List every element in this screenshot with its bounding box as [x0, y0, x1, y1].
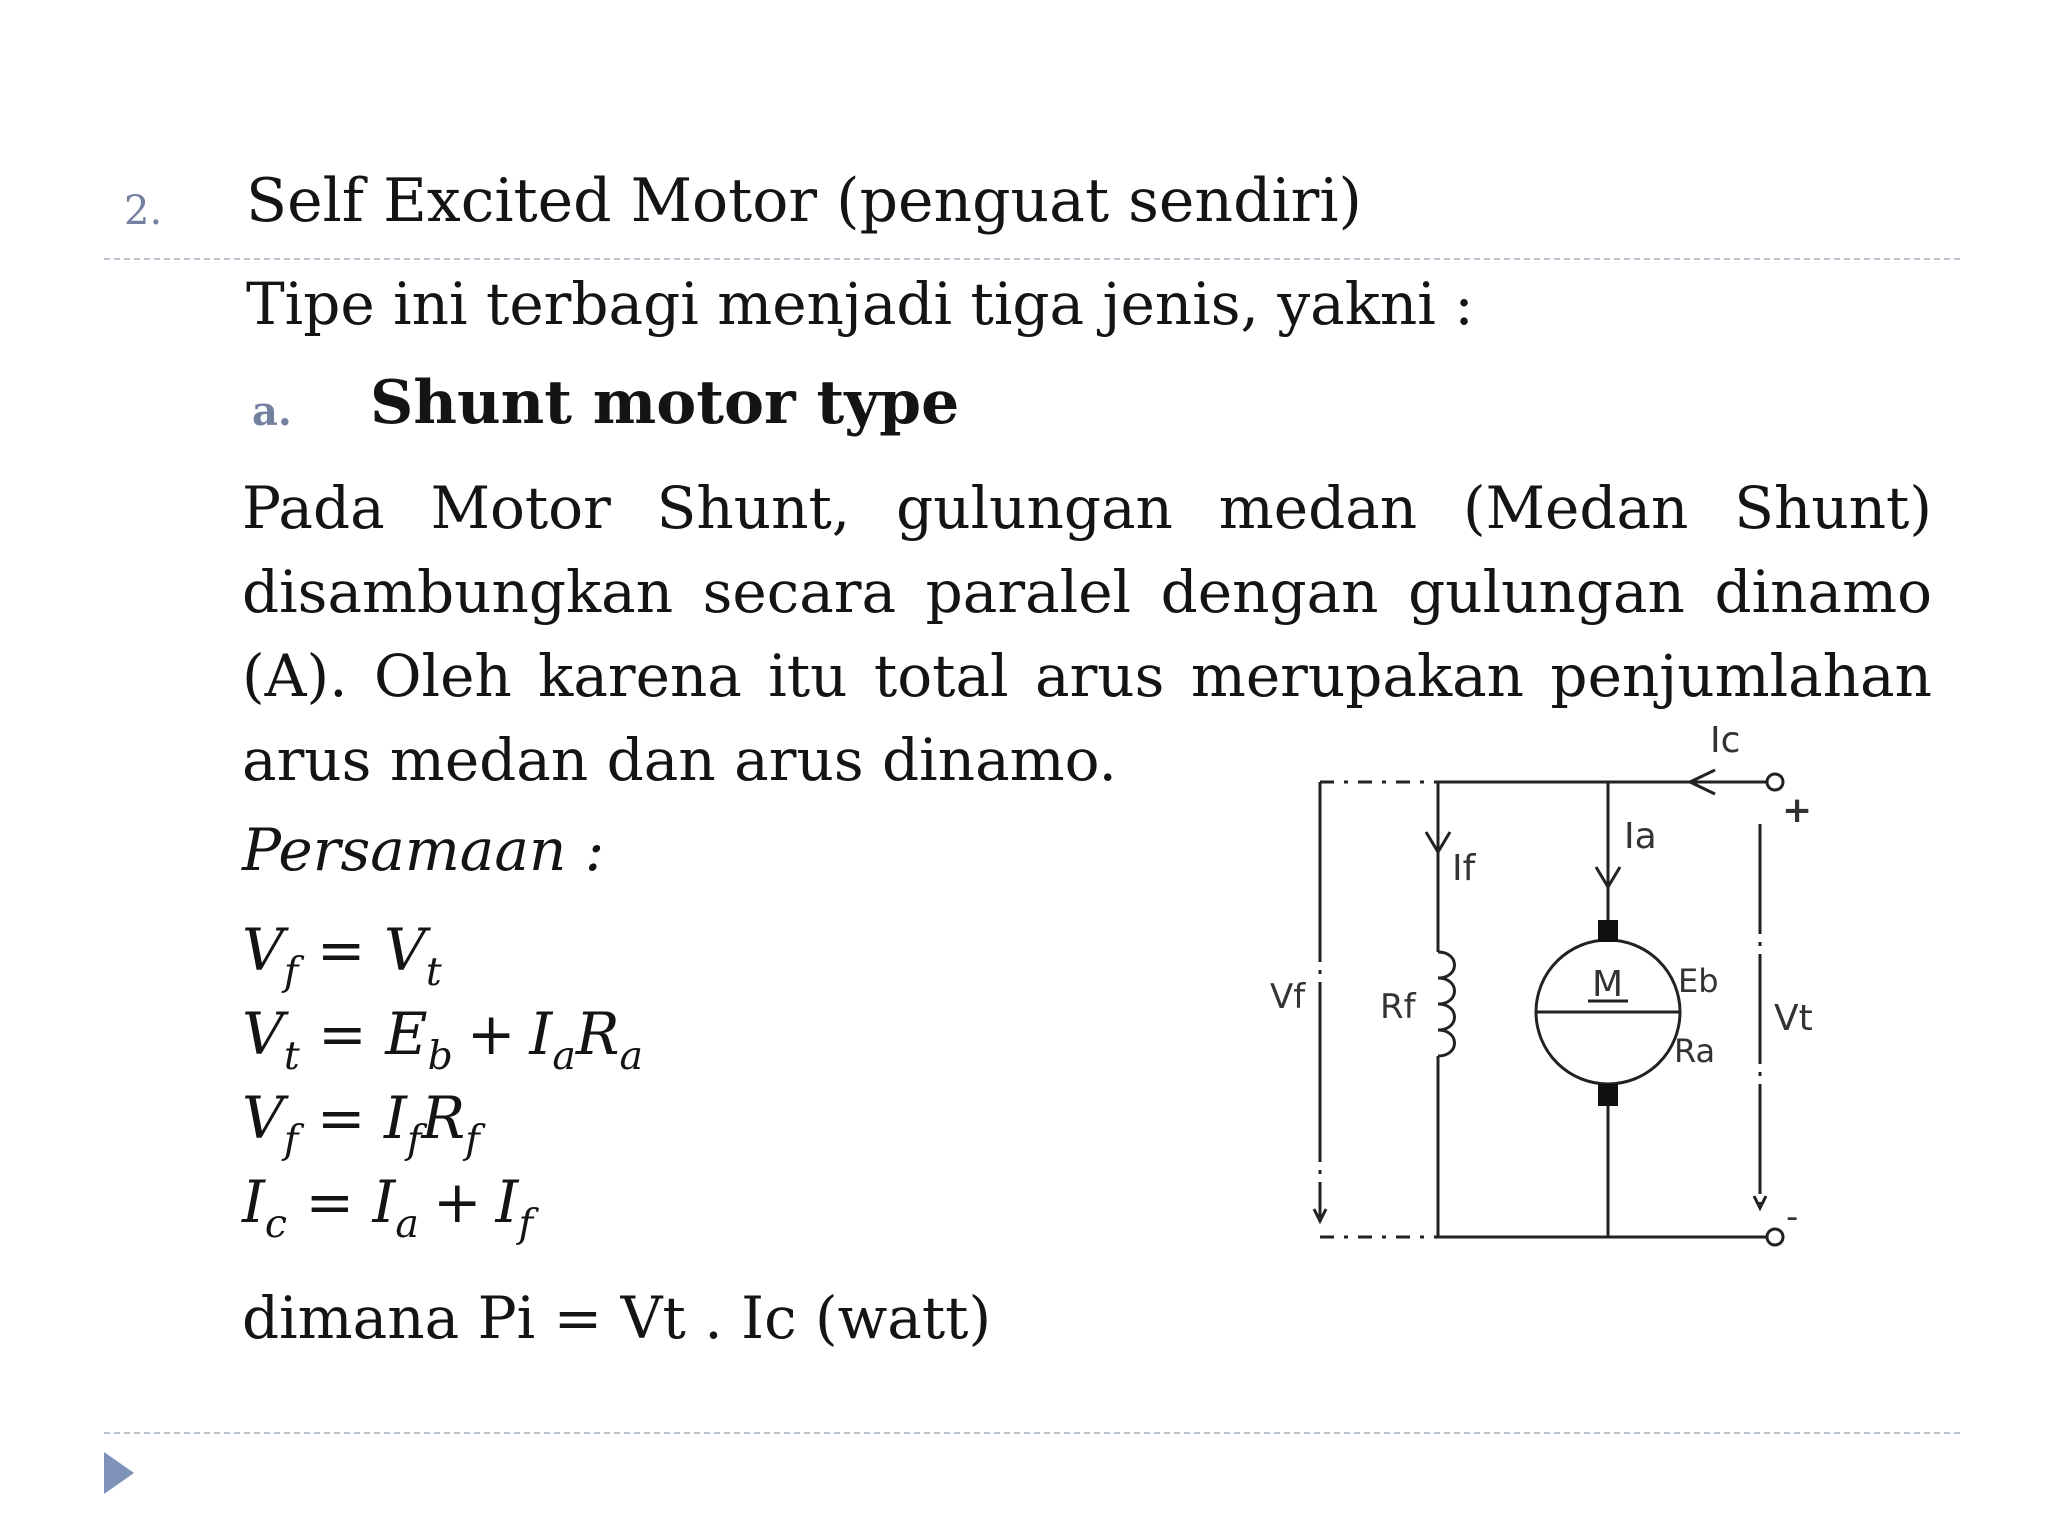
equals-sign: = [299, 1000, 386, 1068]
equation-row [242, 1160, 643, 1247]
equation-subscript: t [283, 1032, 300, 1079]
paragraph-line: arus medan dan arus dinamo. [242, 726, 1117, 794]
equation-symbol: I [529, 1000, 553, 1068]
equation-symbol: V [242, 1084, 284, 1152]
equation-subscript: a [552, 1032, 576, 1079]
label-eb: Eb [1678, 962, 1719, 1000]
equation-row [242, 992, 644, 1079]
equation-lhs [242, 1000, 300, 1079]
bottom-brush [1598, 1084, 1618, 1106]
equation-symbol: V [242, 916, 284, 984]
intro-text: Tipe ini terbagi menjadi tiga jenis, yakni : [246, 270, 1474, 338]
label-ia: Ia [1624, 816, 1657, 857]
subheading-title: Shunt motor type [370, 368, 960, 438]
equals-sign: = [287, 1168, 373, 1236]
label-ra: Ra [1674, 1032, 1716, 1070]
positive-terminal [1767, 774, 1783, 790]
equation-symbol: E [385, 1000, 428, 1068]
equation-subscript: a [619, 1032, 644, 1079]
paragraph-line: (A). Oleh karena itu total arus merupakan penjumlahan [242, 642, 1932, 710]
equals-sign: = [298, 916, 384, 984]
equation-row [242, 1076, 643, 1163]
heading-number: 2. [124, 188, 163, 234]
paragraph-line: Pada Motor Shunt, gulungan medan (Medan Shunt) [242, 474, 1932, 542]
paragraph-line: disambungkan secara paralel dengan gulungan dinamo [242, 558, 1932, 626]
shunt-motor-circuit-diagram [1260, 712, 1860, 1272]
equation-symbol: I [372, 1168, 396, 1236]
equation-subscript: b [427, 1032, 453, 1079]
equation-symbol: I [495, 1168, 519, 1236]
label-plus: + [1782, 790, 1813, 831]
equation-subscript: f [283, 1116, 299, 1163]
subheading-letter: a. [252, 388, 292, 435]
equations-label: Persamaan : [242, 816, 605, 884]
equation-subscript: f [518, 1200, 534, 1247]
equation-subscript: c [264, 1200, 288, 1247]
equation-lhs [242, 1084, 299, 1163]
equation-row [242, 908, 643, 995]
equation-symbol: I [242, 1168, 265, 1236]
label-ic: Ic [1710, 720, 1741, 761]
label-m: M [1592, 964, 1624, 1005]
equation-symbol: R [421, 1084, 466, 1152]
equation-lhs [242, 1168, 288, 1247]
equation-subscript: f [465, 1116, 480, 1163]
equation-symbol: V [242, 1000, 284, 1068]
equation-lhs [242, 916, 299, 995]
equation-subscript: t [425, 948, 442, 995]
equation-subscript: a [395, 1200, 419, 1247]
top-divider [104, 258, 1960, 260]
label-minus: - [1786, 1197, 1799, 1237]
equation-symbol: V [383, 916, 426, 984]
equals-sign: = [298, 1084, 384, 1152]
top-brush [1598, 920, 1618, 942]
triangle-right-icon[interactable] [104, 1452, 134, 1494]
label-vf: Vf [1270, 977, 1306, 1017]
equations-list [242, 908, 644, 1247]
power-note: dimana Pi = Vt . Ic (watt) [242, 1284, 992, 1352]
label-rf: Rf [1380, 987, 1416, 1027]
label-if: If [1452, 848, 1476, 889]
bottom-divider [104, 1432, 1960, 1434]
equation-operator: + [466, 1000, 516, 1068]
negative-terminal [1767, 1229, 1783, 1245]
label-vt: Vt [1774, 998, 1813, 1039]
equation-subscript: f [283, 948, 299, 995]
equation-subscript: f [406, 1116, 422, 1163]
field-coil-rf [1438, 952, 1455, 1056]
equation-symbol: I [383, 1084, 407, 1152]
heading-title: Self Excited Motor (penguat sendiri) [246, 166, 1362, 236]
equation-operator: + [432, 1168, 482, 1236]
equation-symbol: R [575, 1000, 620, 1068]
